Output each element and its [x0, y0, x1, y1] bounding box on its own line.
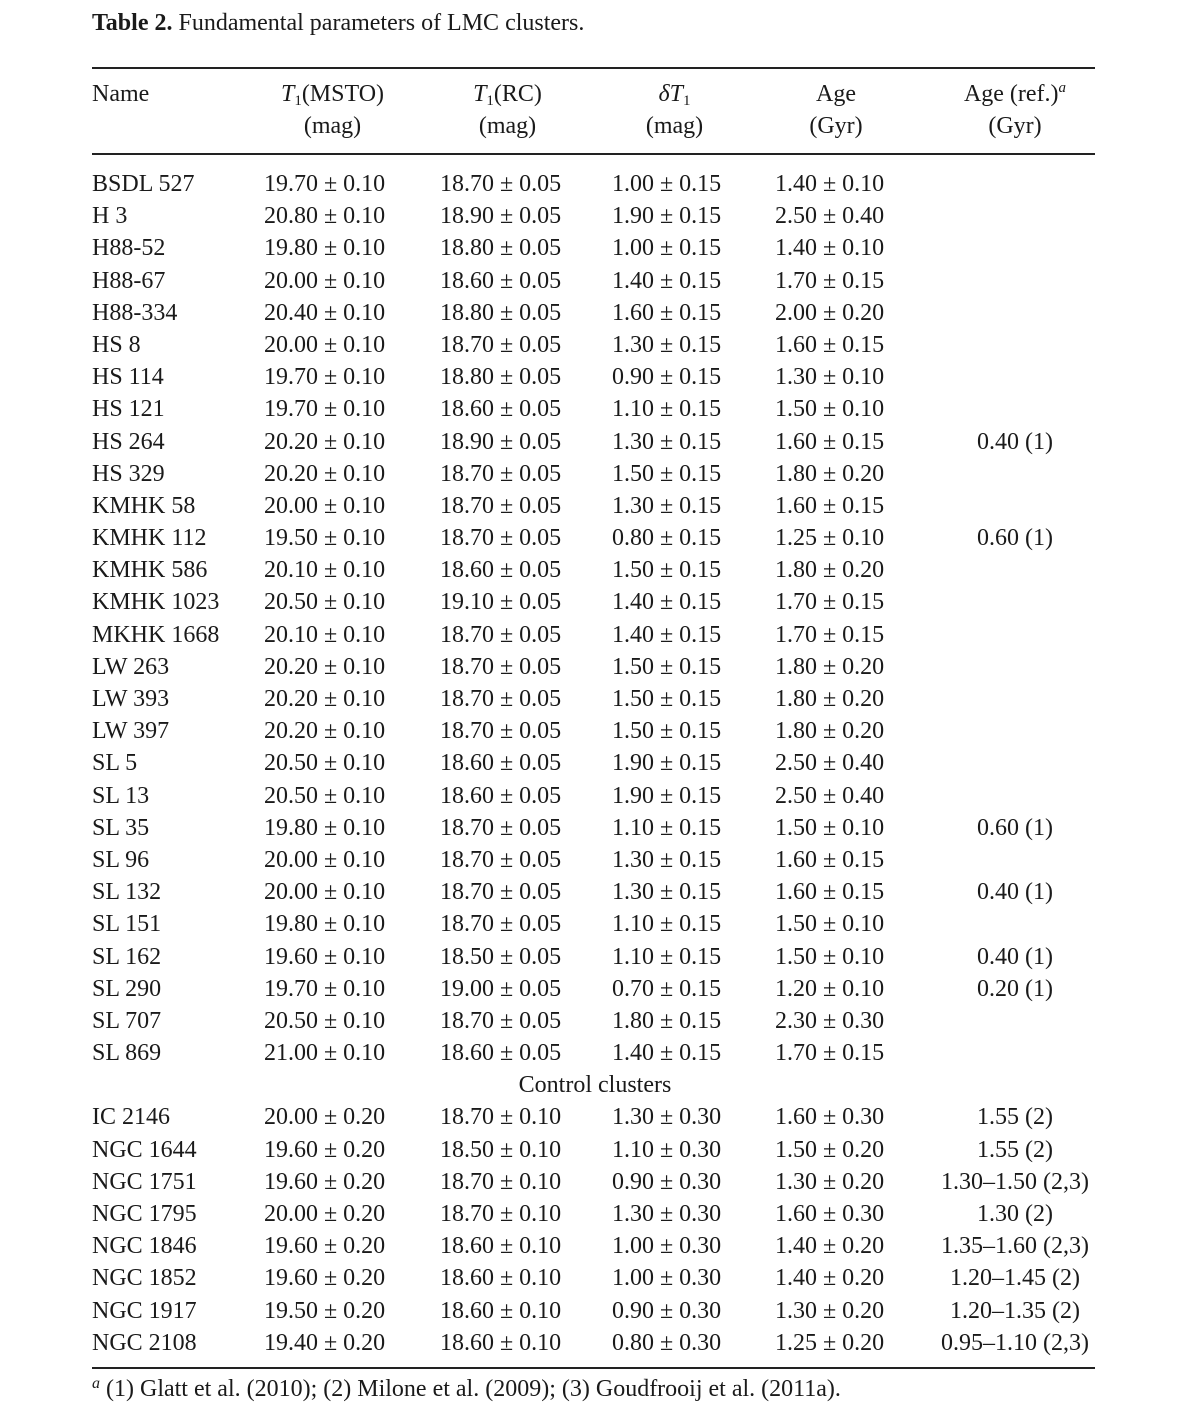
cell-age-ref: 0.20 (1) [977, 975, 1053, 1002]
table-row [0, 812, 1200, 844]
cell-rc: 18.60 ± 0.05 [440, 396, 562, 423]
cell-age-ref: 0.60 (1) [977, 814, 1053, 841]
cell-rc: 18.70 ± 0.10 [440, 1168, 562, 1195]
top-rule [92, 67, 1095, 69]
cell-age: 1.60 ± 0.15 [775, 428, 885, 455]
cell-age: 1.80 ± 0.20 [775, 460, 885, 487]
cell-msto: 20.00 ± 0.20 [264, 1201, 386, 1227]
table-body [0, 168, 1200, 1359]
cell-delta-t1: 1.10 ± 0.15 [612, 814, 722, 841]
cell-delta-t1: 1.10 ± 0.15 [612, 396, 722, 423]
table-row [0, 168, 1200, 200]
cell-msto: 19.60 ± 0.20 [264, 1136, 386, 1163]
cell-rc: 18.80 ± 0.05 [440, 235, 562, 262]
cell-age: 1.50 ± 0.20 [775, 1136, 885, 1163]
cell-rc: 18.90 ± 0.05 [440, 203, 562, 230]
cell-name: HS 329 [92, 460, 165, 487]
cell-rc: 18.70 ± 0.05 [440, 846, 562, 873]
cell-age: 1.40 ± 0.20 [775, 1233, 885, 1260]
cell-age: 1.40 ± 0.10 [775, 235, 885, 262]
table-row [0, 1166, 1200, 1198]
cell-rc: 18.70 ± 0.05 [440, 879, 562, 906]
cell-msto: 20.50 ± 0.10 [264, 589, 386, 616]
cell-age-ref: 1.30–1.50 (2,3) [941, 1168, 1089, 1195]
cell-age: 1.60 ± 0.30 [775, 1201, 885, 1227]
table-label: Table 2. [92, 10, 173, 36]
cell-delta-t1: 1.50 ± 0.15 [612, 653, 722, 680]
cell-rc: 18.60 ± 0.10 [440, 1265, 562, 1292]
cell-age: 1.60 ± 0.15 [775, 846, 885, 873]
cell-rc: 18.70 ± 0.05 [440, 718, 562, 745]
cell-msto: 19.80 ± 0.10 [264, 814, 386, 841]
cell-age: 1.30 ± 0.20 [775, 1297, 885, 1324]
cell-rc: 18.70 ± 0.10 [440, 1201, 562, 1227]
cell-name: NGC 2108 [92, 1329, 197, 1356]
cell-msto: 20.50 ± 0.10 [264, 750, 386, 777]
cell-age: 1.60 ± 0.30 [775, 1104, 885, 1131]
cell-name: HS 114 [92, 364, 164, 391]
cell-age: 1.50 ± 0.10 [775, 911, 885, 938]
cell-name: SL 35 [92, 814, 150, 841]
cell-name: HS 121 [92, 396, 165, 423]
cell-age: 2.50 ± 0.40 [775, 750, 885, 777]
cell-delta-t1: 1.00 ± 0.30 [612, 1233, 722, 1260]
cell-rc: 18.70 ± 0.05 [440, 460, 562, 487]
table-row [0, 490, 1200, 522]
table-row [0, 876, 1200, 908]
cell-name: LW 393 [92, 686, 170, 712]
cell-rc: 18.80 ± 0.05 [440, 364, 562, 391]
cell-msto: 20.50 ± 0.10 [264, 782, 386, 809]
cell-age: 1.50 ± 0.10 [775, 943, 885, 970]
cell-delta-t1: 0.80 ± 0.15 [612, 525, 722, 552]
cell-age-ref: 1.20–1.45 (2) [950, 1265, 1080, 1292]
cell-age: 1.60 ± 0.15 [775, 492, 885, 519]
cell-msto: 19.60 ± 0.20 [264, 1168, 386, 1195]
cell-delta-t1: 1.30 ± 0.30 [612, 1201, 722, 1227]
cell-msto: 19.70 ± 0.10 [264, 171, 386, 197]
cell-msto: 20.10 ± 0.10 [264, 621, 386, 648]
cell-rc: 18.50 ± 0.10 [440, 1136, 562, 1163]
cell-delta-t1: 1.40 ± 0.15 [612, 621, 722, 648]
table-row [0, 780, 1200, 812]
table-row [0, 1198, 1200, 1230]
cell-age: 1.30 ± 0.20 [775, 1168, 885, 1195]
header-name: Name [92, 81, 150, 107]
cell-rc: 18.70 ± 0.05 [440, 911, 562, 938]
cell-delta-t1: 1.50 ± 0.15 [612, 718, 722, 745]
cell-age: 1.25 ± 0.10 [775, 525, 885, 552]
cell-msto: 20.00 ± 0.10 [264, 267, 386, 294]
cell-delta-t1: 0.90 ± 0.15 [612, 364, 722, 391]
table-title: Fundamental parameters of LMC clusters. [178, 10, 585, 36]
cell-msto: 20.20 ± 0.10 [264, 686, 386, 712]
table-row [0, 1005, 1200, 1037]
cell-delta-t1: 1.80 ± 0.15 [612, 1007, 722, 1034]
table-row [0, 426, 1200, 458]
cell-name: BSDL 527 [92, 171, 195, 197]
cell-age-ref: 1.55 (2) [977, 1104, 1053, 1131]
cell-age-ref: 0.40 (1) [977, 943, 1053, 970]
cell-delta-t1: 1.50 ± 0.15 [612, 686, 722, 712]
cell-msto: 19.50 ± 0.10 [264, 525, 386, 552]
cell-msto: 21.00 ± 0.10 [264, 1040, 386, 1067]
cell-age: 1.40 ± 0.10 [775, 171, 885, 197]
cell-rc: 18.80 ± 0.05 [440, 299, 562, 326]
table-row [0, 1037, 1200, 1069]
cell-rc: 18.60 ± 0.10 [440, 1233, 562, 1260]
cell-name: KMHK 586 [92, 557, 208, 584]
cell-name: LW 263 [92, 653, 170, 680]
cell-msto: 20.00 ± 0.10 [264, 331, 386, 358]
table-row [0, 1327, 1200, 1359]
table-row [0, 329, 1200, 361]
cell-rc: 18.70 ± 0.05 [440, 814, 562, 841]
cell-name: H88-334 [92, 299, 178, 326]
cell-age: 1.80 ± 0.20 [775, 686, 885, 712]
cell-age: 1.70 ± 0.15 [775, 267, 885, 294]
cell-delta-t1: 1.10 ± 0.30 [612, 1136, 722, 1163]
cell-age-ref: 1.35–1.60 (2,3) [941, 1233, 1089, 1260]
table-row [0, 265, 1200, 297]
cell-delta-t1: 1.50 ± 0.15 [612, 557, 722, 584]
cell-name: SL 132 [92, 879, 162, 906]
cell-msto: 19.70 ± 0.10 [264, 364, 386, 391]
cell-rc: 18.70 ± 0.05 [440, 492, 562, 519]
cell-msto: 20.20 ± 0.10 [264, 718, 386, 745]
cell-msto: 19.60 ± 0.20 [264, 1265, 386, 1292]
cell-age: 2.50 ± 0.40 [775, 782, 885, 809]
cell-msto: 19.70 ± 0.10 [264, 975, 386, 1002]
cell-name: NGC 1795 [92, 1201, 197, 1227]
cell-name: SL 96 [92, 846, 150, 873]
table-row [0, 393, 1200, 425]
cell-rc: 18.50 ± 0.05 [440, 943, 562, 970]
cell-rc: 18.60 ± 0.05 [440, 557, 562, 584]
cell-rc: 18.70 ± 0.05 [440, 525, 562, 552]
cell-name: SL 707 [92, 1007, 162, 1034]
cell-age: 1.80 ± 0.20 [775, 557, 885, 584]
cell-rc: 18.90 ± 0.05 [440, 428, 562, 455]
cell-delta-t1: 1.30 ± 0.30 [612, 1104, 722, 1131]
cell-msto: 20.80 ± 0.10 [264, 203, 386, 230]
cell-rc: 18.70 ± 0.05 [440, 621, 562, 648]
cell-rc: 18.70 ± 0.05 [440, 1007, 562, 1034]
cell-delta-t1: 1.30 ± 0.15 [612, 428, 722, 455]
cell-age: 1.70 ± 0.15 [775, 1040, 885, 1067]
cell-msto: 19.80 ± 0.10 [264, 911, 386, 938]
cell-msto: 20.10 ± 0.10 [264, 557, 386, 584]
cell-age: 1.25 ± 0.20 [775, 1329, 885, 1356]
header-delta-t1: $\delta T_1$ (mag) [645, 81, 704, 139]
cell-name: SL 162 [92, 943, 162, 970]
cell-age: 1.30 ± 0.10 [775, 364, 885, 391]
table-row [0, 619, 1200, 651]
cell-age: 1.50 ± 0.10 [775, 396, 885, 423]
cell-name: SL 13 [92, 782, 150, 809]
cell-name: KMHK 58 [92, 492, 196, 519]
control-clusters-heading: Control clusters [518, 1072, 672, 1099]
cell-name: NGC 1852 [92, 1265, 197, 1292]
cell-msto: 20.00 ± 0.10 [264, 846, 386, 873]
cell-age: 2.30 ± 0.30 [775, 1007, 885, 1034]
cell-delta-t1: 1.00 ± 0.30 [612, 1265, 722, 1292]
table-row [0, 297, 1200, 329]
cell-msto: 19.50 ± 0.20 [264, 1297, 386, 1324]
bottom-rule [92, 1367, 1095, 1369]
cell-name: MKHK 1668 [92, 621, 220, 648]
table-caption [92, 10, 584, 37]
cell-name: H88-52 [92, 235, 166, 262]
header-rule [92, 153, 1095, 155]
cell-rc: 18.70 ± 0.05 [440, 653, 562, 680]
cell-age-ref: 1.20–1.35 (2) [950, 1297, 1080, 1324]
cell-delta-t1: 1.40 ± 0.15 [612, 589, 722, 616]
table-row [0, 554, 1200, 586]
cell-name: KMHK 1023 [92, 589, 220, 616]
cell-delta-t1: 0.90 ± 0.30 [612, 1168, 722, 1195]
cell-msto: 20.00 ± 0.20 [264, 1104, 386, 1131]
table-row [0, 973, 1200, 1005]
cell-age-ref: 1.30 (2) [977, 1201, 1053, 1227]
table-row [0, 715, 1200, 747]
cell-msto: 19.80 ± 0.10 [264, 235, 386, 262]
cell-delta-t1: 1.60 ± 0.15 [612, 299, 722, 326]
cell-rc: 19.10 ± 0.05 [440, 589, 562, 616]
table-row [0, 683, 1200, 715]
cell-delta-t1: 1.40 ± 0.15 [612, 267, 722, 294]
header-age: Age (Gyr) [809, 81, 863, 139]
cell-name: KMHK 112 [92, 525, 207, 552]
table-row [0, 1101, 1200, 1133]
cell-age-ref: 0.40 (1) [977, 879, 1053, 906]
cell-msto: 20.20 ± 0.10 [264, 653, 386, 680]
table-row [0, 458, 1200, 490]
cell-delta-t1: 1.00 ± 0.15 [612, 235, 722, 262]
cell-delta-t1: 0.70 ± 0.15 [612, 975, 722, 1002]
cell-age: 1.40 ± 0.20 [775, 1265, 885, 1292]
cell-msto: 19.40 ± 0.20 [264, 1329, 386, 1356]
header-age-ref: Age $(ref.)^a$ (Gyr) [963, 80, 1067, 139]
cell-name: SL 290 [92, 975, 162, 1002]
cell-age: 1.70 ± 0.15 [775, 589, 885, 616]
cell-rc: 18.70 ± 0.10 [440, 1104, 562, 1131]
cell-rc: 19.00 ± 0.05 [440, 975, 562, 1002]
footnote-text: (1) Glatt et al. (2010); (2) Milone et al. (2009); (3) Goudfrooij et al. (2011a). [106, 1376, 841, 1402]
cell-age-ref: 1.55 (2) [977, 1136, 1053, 1163]
cell-rc: 18.60 ± 0.05 [440, 782, 562, 809]
table-row [0, 232, 1200, 264]
header-rc: $T_1(RC)$ (mag) [473, 81, 542, 139]
cell-delta-t1: 0.80 ± 0.30 [612, 1329, 722, 1356]
cell-name: NGC 1751 [92, 1168, 197, 1195]
table-row [0, 1230, 1200, 1262]
cell-age: 1.60 ± 0.15 [775, 331, 885, 358]
cell-name: SL 151 [92, 911, 162, 938]
cell-name: NGC 1917 [92, 1297, 197, 1324]
cell-name: SL 869 [92, 1040, 162, 1067]
cell-rc: 18.60 ± 0.05 [440, 750, 562, 777]
cell-delta-t1: 1.90 ± 0.15 [612, 750, 722, 777]
cell-name: HS 8 [92, 331, 141, 358]
cell-name: IC 2146 [92, 1104, 170, 1131]
cell-msto: 20.00 ± 0.10 [264, 492, 386, 519]
cell-age-ref: 0.60 (1) [977, 525, 1053, 552]
cell-delta-t1: 1.90 ± 0.15 [612, 782, 722, 809]
cell-name: H 3 [92, 203, 128, 230]
cell-delta-t1: 1.30 ± 0.15 [612, 492, 722, 519]
cell-name: HS 264 [92, 428, 165, 455]
cell-delta-t1: 1.90 ± 0.15 [612, 203, 722, 230]
header-msto: $T_1(MSTO)$ (mag) [280, 81, 385, 139]
cell-msto: 20.00 ± 0.10 [264, 879, 386, 906]
cell-name: NGC 1846 [92, 1233, 197, 1260]
cell-age: 1.80 ± 0.20 [775, 653, 885, 680]
cell-delta-t1: 1.50 ± 0.15 [612, 460, 722, 487]
cell-rc: 18.60 ± 0.05 [440, 267, 562, 294]
cell-age: 1.20 ± 0.10 [775, 975, 885, 1002]
cell-rc: 18.60 ± 0.05 [440, 1040, 562, 1067]
cell-msto: 20.20 ± 0.10 [264, 460, 386, 487]
cell-age: 2.50 ± 0.40 [775, 203, 885, 230]
cell-age: 1.70 ± 0.15 [775, 621, 885, 648]
cell-msto: 19.60 ± 0.10 [264, 943, 386, 970]
cell-delta-t1: 1.30 ± 0.15 [612, 846, 722, 873]
table-row [0, 1262, 1200, 1294]
table-row [0, 941, 1200, 973]
cell-delta-t1: 1.30 ± 0.15 [612, 879, 722, 906]
footnote-marker: a [92, 1375, 100, 1392]
cell-delta-t1: 1.40 ± 0.15 [612, 1040, 722, 1067]
cell-delta-t1: 0.90 ± 0.30 [612, 1297, 722, 1324]
cell-name: SL 5 [92, 750, 138, 777]
table-row [0, 1295, 1200, 1327]
cell-rc: 18.60 ± 0.10 [440, 1297, 562, 1324]
cell-msto: 20.20 ± 0.10 [264, 428, 386, 455]
cell-msto: 19.60 ± 0.20 [264, 1233, 386, 1260]
cell-name: H88-67 [92, 267, 166, 294]
cell-age: 1.60 ± 0.15 [775, 879, 885, 906]
table-row [0, 586, 1200, 618]
cell-rc: 18.60 ± 0.10 [440, 1329, 562, 1356]
cell-name: LW 397 [92, 718, 170, 745]
cell-age: 2.00 ± 0.20 [775, 299, 885, 326]
cell-age: 1.80 ± 0.20 [775, 718, 885, 745]
cell-delta-t1: 1.00 ± 0.15 [612, 171, 722, 197]
cell-delta-t1: 1.10 ± 0.15 [612, 911, 722, 938]
table-row [0, 844, 1200, 876]
table-row [0, 747, 1200, 779]
cell-rc: 18.70 ± 0.05 [440, 686, 562, 712]
cell-msto: 20.40 ± 0.10 [264, 299, 386, 326]
footnote [92, 1376, 841, 1403]
cell-msto: 20.50 ± 0.10 [264, 1007, 386, 1034]
cell-name: NGC 1644 [92, 1136, 197, 1163]
table-row [0, 522, 1200, 554]
cell-rc: 18.70 ± 0.05 [440, 171, 562, 197]
table-row [0, 361, 1200, 393]
table-row [0, 200, 1200, 232]
table-row [0, 908, 1200, 940]
cell-delta-t1: 1.30 ± 0.15 [612, 331, 722, 358]
cell-delta-t1: 1.10 ± 0.15 [612, 943, 722, 970]
cell-age-ref: 0.95–1.10 (2,3) [941, 1329, 1089, 1356]
cell-age-ref: 0.40 (1) [977, 428, 1053, 455]
cell-age: 1.50 ± 0.10 [775, 814, 885, 841]
table-row [0, 1134, 1200, 1166]
table-row [0, 651, 1200, 683]
cell-msto: 19.70 ± 0.10 [264, 396, 386, 423]
cell-rc: 18.70 ± 0.05 [440, 331, 562, 358]
